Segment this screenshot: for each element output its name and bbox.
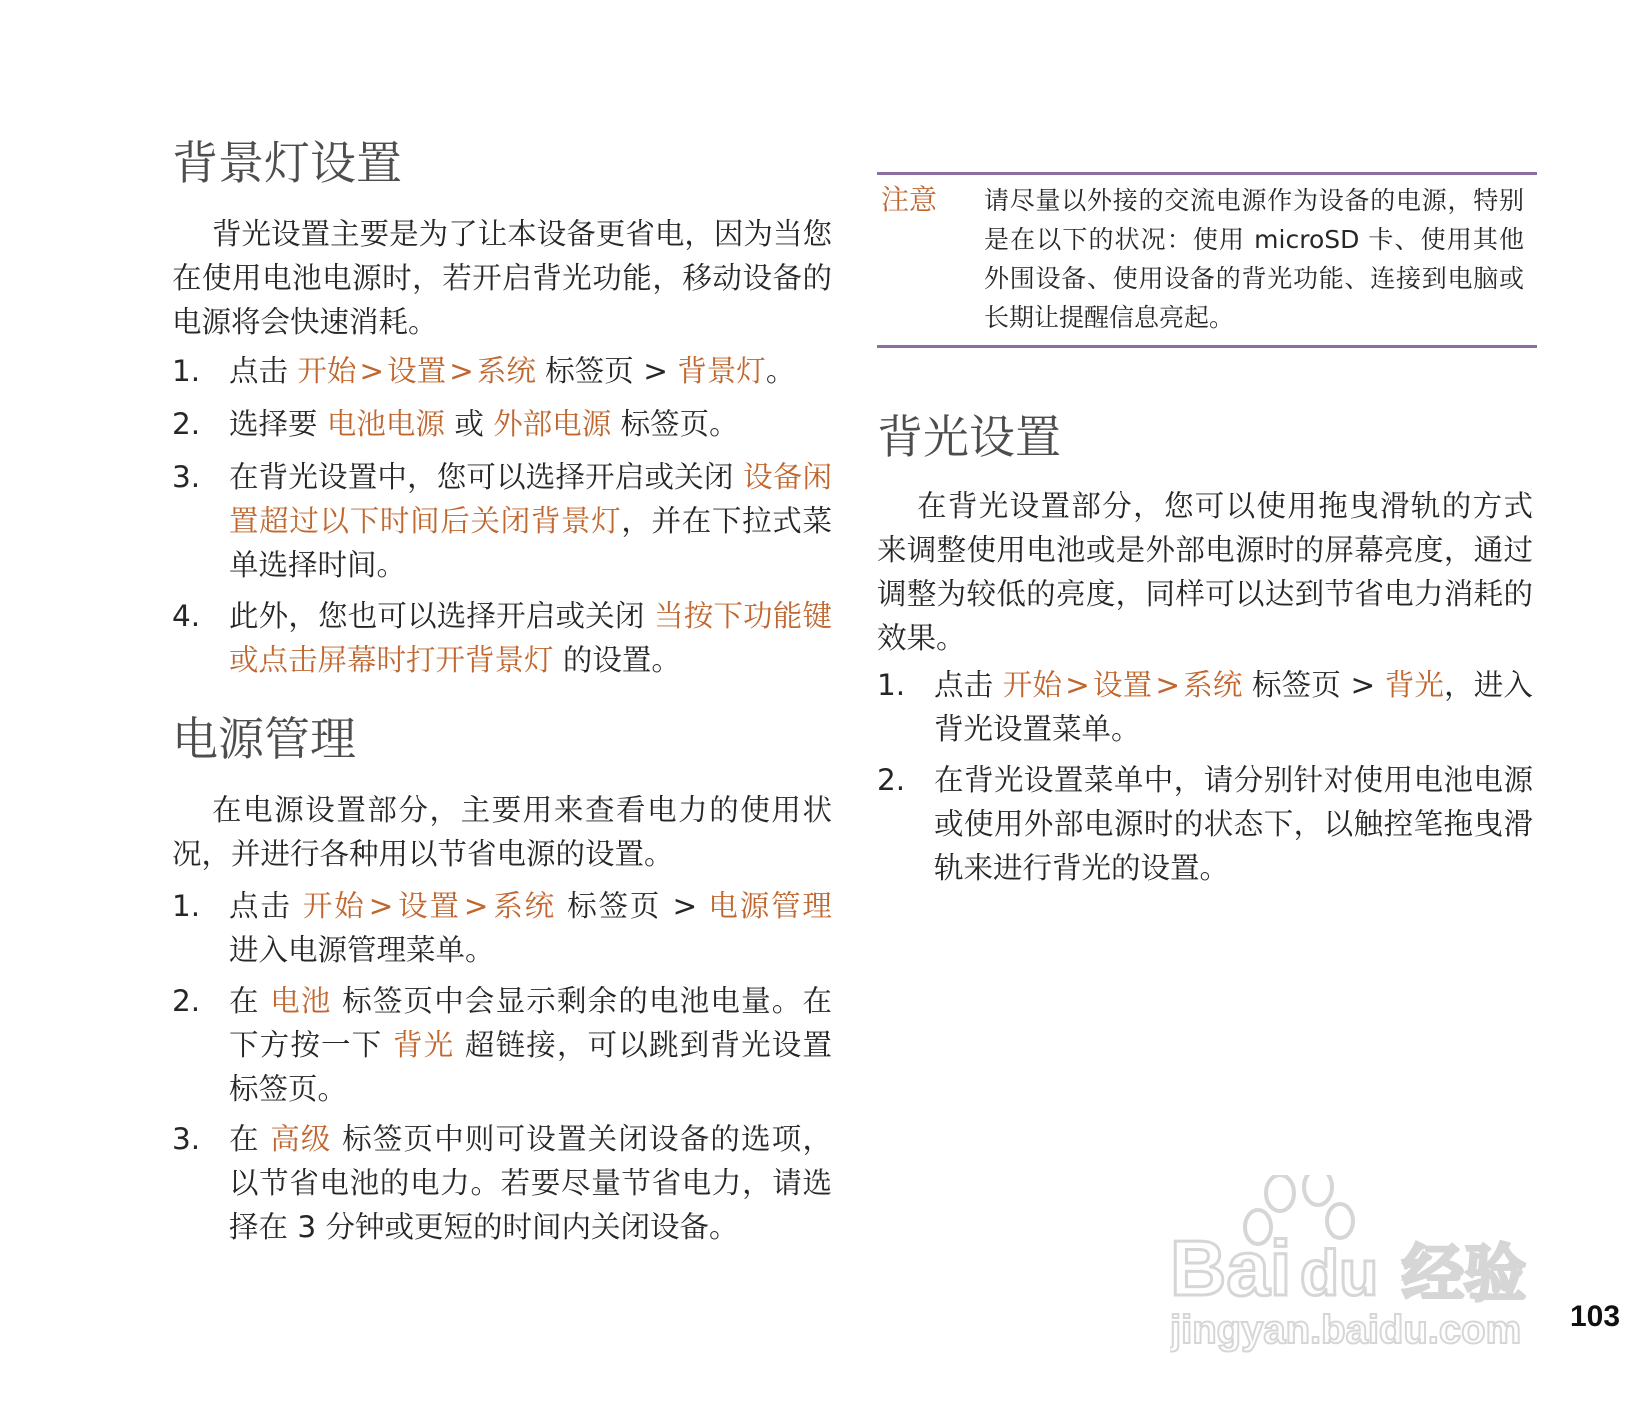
page-number: 103 (1570, 1300, 1621, 1333)
menu-path-start: 开始 (297, 354, 357, 388)
list-item: 3. 在背光设置中，您可以选择开启或关闭 设备闲置超过以下时间后关闭背景灯，并在下拉式菜单选择时间。 (172, 460, 832, 582)
menu-path-backlight: 背景灯 (677, 354, 766, 388)
note-box (877, 172, 1537, 348)
svg-text:du: du (1300, 1237, 1379, 1309)
backlight-link: 背光 (392, 1028, 455, 1062)
menu-path-backlight: 背光 (1384, 668, 1445, 702)
option-external-power: 外部电源 (493, 407, 612, 441)
tab-battery: 电池 (270, 984, 332, 1018)
list-item: 3. 在 高级 标签页中则可设置关闭设备的选项，以节省电池的电力。若要尽量节省电力，请选择在 3 分钟或更短的时间内关闭设备。 (172, 1122, 832, 1244)
list-item: 1. 点击 开始 > 设置 > 系统 标签页 > 背光，进入背光设置菜单。 (877, 668, 1533, 746)
baidu-jingyan-watermark (1170, 1175, 1550, 1355)
menu-path-settings: 设置 (1092, 668, 1153, 702)
option-backlight-on-tap: 当按下功能键或点击屏幕时打开背景灯 (229, 599, 832, 677)
svg-text:Bai: Bai (1170, 1224, 1292, 1312)
tab-advanced: 高级 (270, 1122, 332, 1156)
menu-path-system: 系统 (1183, 668, 1243, 702)
backlight-intro: 背光设置主要是为了让本设备更省电，因为当您在使用电池电源时，若开启背光功能，移动设备的电源将会快速消耗。 (172, 217, 832, 339)
brightness-title: 背光设置 (877, 410, 1061, 464)
list-item: 4. 此外，您也可以选择开启或关闭 当按下功能键或点击屏幕时打开背景灯 的设置。 (172, 599, 832, 677)
power-intro: 在电源设置部分，主要用来查看电力的使用状况，并进行各种用以节省电源的设置。 (172, 793, 832, 871)
menu-path-start: 开始 (1002, 668, 1063, 702)
menu-path-system: 系统 (491, 889, 557, 923)
menu-path-system: 系统 (476, 354, 536, 388)
option-idle-backlight-off: 设备闲置超过以下时间后关闭背景灯 (229, 460, 832, 538)
list-item: 2. 在 电池 标签页中会显示剩余的电池电量。在下方按一下 背光 超链接，可以跳到背光设置标签页。 (172, 984, 832, 1106)
menu-path-power: 电源管理 (708, 889, 832, 923)
menu-path-settings: 设置 (396, 889, 461, 923)
menu-path-start: 开始 (302, 889, 366, 923)
power-title: 电源管理 (172, 712, 356, 766)
svg-text:经验: 经验 (1402, 1237, 1527, 1310)
list-item: 1. 点击 开始 > 设置 > 系统 标签页 > 电源管理 进入电源管理菜单。 (172, 889, 832, 967)
note-label: 注意 (881, 183, 938, 216)
note-text: 请尽量以外接的交流电源作为设备的电源，特别是在以下的状况：使用 microSD 卡、使用其他外围设备、使用设备的背光功能、连接到电脑或长期让提醒信息亮起。 (984, 186, 1524, 332)
backlight-title: 背景灯设置 (172, 136, 402, 190)
list-item: 2. 在背光设置菜单中，请分别针对使用电池电源或使用外部电源时的状态下，以触控笔拖曳滑轨来进行背光的设置。 (877, 763, 1533, 885)
option-battery-power: 电池电源 (326, 407, 445, 441)
list-item: 1. 点击 开始 > 设置 > 系统 标签页 > 背景灯。 (172, 354, 796, 388)
list-item: 2. 选择要 电池电源 或 外部电源 标签页。 (172, 407, 739, 441)
svg-text:jingyan.baidu.com: jingyan.baidu.com (1170, 1308, 1522, 1352)
menu-path-settings: 设置 (387, 354, 447, 388)
brightness-intro: 在背光设置部分，您可以使用拖曳滑轨的方式来调整使用电池或是外部电源时的屏幕亮度，通过调整为较低的亮度，同样可以达到节省电力消耗的效果。 (877, 489, 1533, 655)
